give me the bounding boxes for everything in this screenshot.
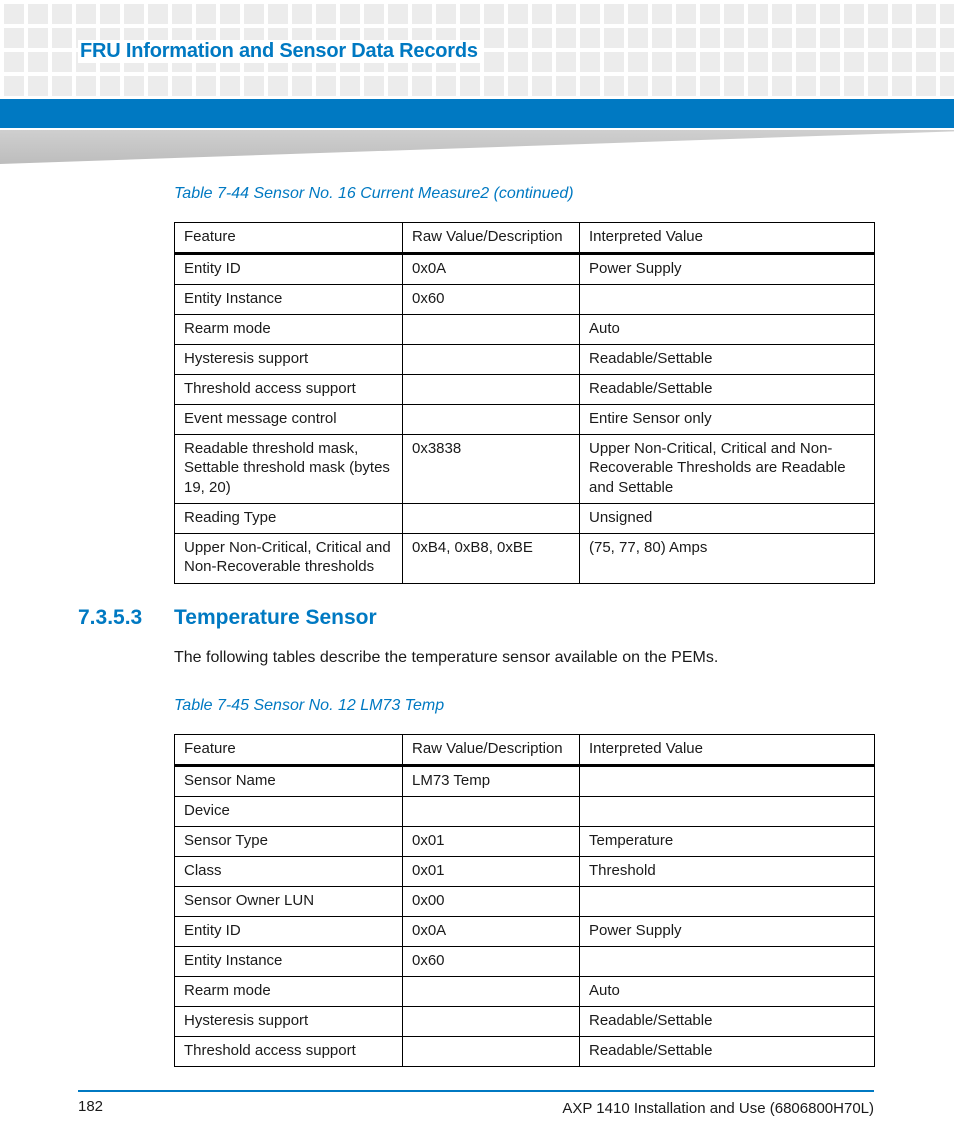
cell-interpreted: Readable/Settable [580,344,875,374]
cell-interpreted [580,886,875,916]
cell-interpreted: Readable/Settable [580,1036,875,1066]
cell-raw: 0x00 [403,886,580,916]
section-number: 7.3.5.3 [78,606,143,629]
sensor-12-table [174,734,875,1067]
table-44-caption: Table 7-44 Sensor No. 16 Current Measure2 (continued) [174,185,574,202]
table-row [175,765,875,796]
cell-interpreted: Power Supply [580,916,875,946]
table-row [175,976,875,1006]
cell-feature: Device [175,796,403,826]
cell-raw: LM73 Temp [403,765,580,796]
table-row [175,886,875,916]
cell-feature: Entity Instance [175,946,403,976]
cell-interpreted: Readable/Settable [580,374,875,404]
cell-raw: 0x01 [403,856,580,886]
table-header-row [175,735,875,766]
cell-raw: 0x0A [403,253,580,284]
header-raw-value: Raw Value/Description [403,735,580,766]
cell-feature: Hysteresis support [175,1006,403,1036]
cell-raw [403,1036,580,1066]
cell-raw [403,1006,580,1036]
table-row [175,1006,875,1036]
cell-interpreted [580,946,875,976]
table-row [175,344,875,374]
table-header-row [175,223,875,254]
cell-raw [403,344,580,374]
cell-interpreted: Auto [580,314,875,344]
cell-raw: 0x60 [403,946,580,976]
table-row [175,1036,875,1066]
header-interpreted-value: Interpreted Value [580,735,875,766]
cell-raw [403,314,580,344]
cell-feature: Upper Non-Critical, Critical and Non-Recoverable thresholds [175,533,403,583]
cell-feature: Readable threshold mask, Settable threshold mask (bytes 19, 20) [175,434,403,503]
sensor-16-table [174,222,875,584]
cell-interpreted: Power Supply [580,253,875,284]
cell-interpreted [580,765,875,796]
table-row [175,856,875,886]
page-number: 182 [78,1098,104,1115]
cell-feature: Threshold access support [175,1036,403,1066]
cell-raw [403,374,580,404]
cell-raw [403,976,580,1006]
cell-raw: 0xB4, 0xB8, 0xBE [403,533,580,583]
table-row [175,404,875,434]
table-row [175,284,875,314]
header-interpreted-value: Interpreted Value [580,223,875,254]
table-row [175,796,875,826]
cell-feature: Sensor Type [175,826,403,856]
cell-feature: Hysteresis support [175,344,403,374]
cell-interpreted: Temperature [580,826,875,856]
cell-raw: 0x3838 [403,434,580,503]
table-row [175,916,875,946]
cell-feature: Event message control [175,404,403,434]
header-raw-value: Raw Value/Description [403,223,580,254]
cell-raw [403,503,580,533]
header-feature: Feature [175,735,403,766]
table-row [175,533,875,583]
cell-feature: Rearm mode [175,314,403,344]
cell-raw [403,404,580,434]
table-row [175,946,875,976]
document-title: AXP 1410 Installation and Use (6806800H70L) [562,1100,874,1117]
cell-interpreted: Upper Non-Critical, Critical and Non-Recoverable Thresholds are Readable and Settable [580,434,875,503]
cell-interpreted: (75, 77, 80) Amps [580,533,875,583]
cell-raw: 0x0A [403,916,580,946]
table-row [175,314,875,344]
table-row [175,826,875,856]
cell-feature: Entity Instance [175,284,403,314]
header-feature: Feature [175,223,403,254]
cell-interpreted: Readable/Settable [580,1006,875,1036]
footer-rule [78,1090,874,1092]
cell-raw: 0x60 [403,284,580,314]
page-header-title: FRU Information and Sensor Data Records [78,40,484,63]
cell-interpreted: Threshold [580,856,875,886]
table-row [175,374,875,404]
table-row [175,434,875,503]
table-45-caption: Table 7-45 Sensor No. 12 LM73 Temp [174,697,445,714]
table-row [175,253,875,284]
cell-interpreted [580,284,875,314]
cell-raw: 0x01 [403,826,580,856]
cell-feature: Threshold access support [175,374,403,404]
section-heading [78,606,377,630]
header-gray-wedge [0,130,954,164]
table-row [175,503,875,533]
section-title: Temperature Sensor [174,606,377,629]
cell-feature: Sensor Name [175,765,403,796]
cell-raw [403,796,580,826]
cell-interpreted: Entire Sensor only [580,404,875,434]
cell-feature: Rearm mode [175,976,403,1006]
cell-feature: Entity ID [175,916,403,946]
cell-interpreted: Unsigned [580,503,875,533]
cell-feature: Reading Type [175,503,403,533]
section-intro: The following tables describe the temperature sensor available on the PEMs. [174,649,719,666]
header-blue-bar [0,99,954,128]
cell-feature: Sensor Owner LUN [175,886,403,916]
cell-feature: Class [175,856,403,886]
cell-interpreted: Auto [580,976,875,1006]
cell-feature: Entity ID [175,253,403,284]
cell-interpreted [580,796,875,826]
